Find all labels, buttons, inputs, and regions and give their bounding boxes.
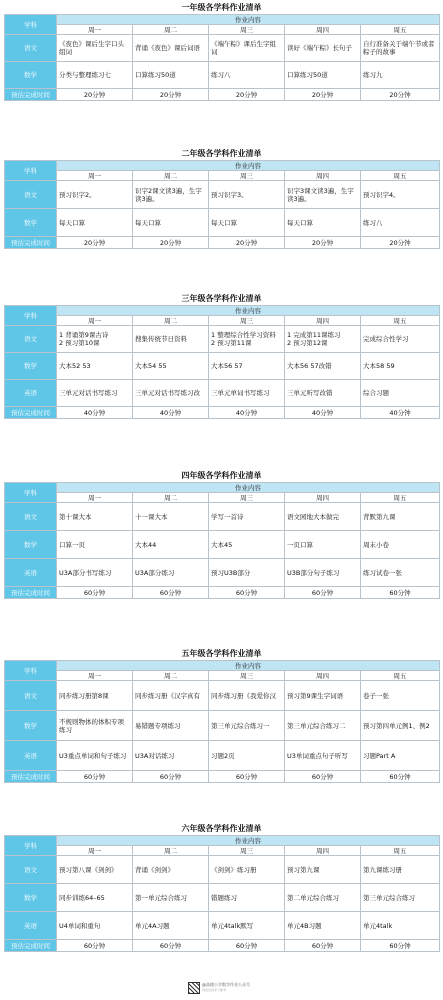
time-label: 预估完成时间 [5,407,57,419]
homework-cell: 错题练习 [209,884,285,912]
qr-code-icon [188,982,200,994]
homework-cell: 背默第九课 [361,503,440,531]
homework-cell: 三单元听写改错 [285,380,361,407]
time-row [5,89,440,101]
day-header: 周二 [133,671,209,681]
homework-cell: 每天口算 [285,209,361,237]
table-row [5,912,440,940]
homework-cell: 预习识字3。 [209,181,285,209]
homework-cell: 读好《端午粽》长句子 [285,35,361,62]
grade-section [4,648,439,795]
subject-header: 学科 [5,836,57,856]
homework-table [4,482,440,611]
homework-cell: U3重点单词和句子练习 [57,741,133,771]
homework-cell: 第二单元综合练习 [285,884,361,912]
time-label: 预估完成时间 [5,940,57,952]
table-row [5,884,440,912]
table-row [5,326,440,353]
time-cell: 60分钟 [133,771,209,783]
day-header: 周二 [133,25,209,35]
homework-cell: 卷子一张 [361,681,440,711]
day-header: 周一 [57,316,133,326]
subject-header: 学科 [5,483,57,503]
day-header: 周二 [133,846,209,856]
homework-cell: 易错题专项练习 [133,711,209,741]
time-cell: 60分钟 [361,771,440,783]
day-header: 周四 [285,25,361,35]
grade-section [4,470,439,611]
homework-cell: 《剑剑》练习册 [209,856,285,884]
time-row [5,771,440,783]
subject-label: 数学 [5,711,57,741]
time-cell: 20分钟 [209,237,285,249]
homework-cell: 预习识字4。 [361,181,440,209]
table-row [5,35,440,62]
homework-cell: 练习八 [361,209,440,237]
subject-label: 语文 [5,503,57,531]
day-header: 周三 [209,671,285,681]
homework-cell: 第九课练习册 [361,856,440,884]
subject-header: 学科 [5,161,57,181]
homework-table [4,660,440,795]
homework-cell: 大本44 [133,531,209,559]
grade-title: 六年级各学科作业清单 [181,824,262,833]
time-cell: 20分钟 [361,89,440,101]
table-row [5,681,440,711]
day-header: 周四 [285,316,361,326]
homework-cell: 《夜色》课后生字口头组词 [57,35,133,62]
content-header: 作业内容 [57,15,440,25]
homework-cell: 大本52 53 [57,353,133,380]
time-cell: 40分钟 [57,407,133,419]
homework-cell: 练习试卷一张 [361,559,440,587]
spacer [5,789,440,795]
homework-cell: 完成综合性学习 [361,326,440,353]
time-cell: 20分钟 [133,237,209,249]
homework-table [4,160,440,261]
subject-label: 语文 [5,326,57,353]
homework-cell: U3B部分句子练习 [285,559,361,587]
subject-label: 语文 [5,35,57,62]
day-header: 周一 [57,171,133,181]
homework-cell: 识字2课文读3遍，生字读3遍。 [133,181,209,209]
grade-section [4,823,439,964]
footer-note: 内容仅供学习参考 [202,988,227,992]
homework-cell: 预习第9课生字词语 [285,681,361,711]
homework-cell: 预习第九课 [285,856,361,884]
time-cell: 60分钟 [285,940,361,952]
grade-section [4,148,439,261]
homework-cell: 预习U3B部分 [209,559,285,587]
time-label: 预估完成时间 [5,89,57,101]
subject-label: 数学 [5,353,57,380]
homework-cell: 每天口算 [209,209,285,237]
homework-cell: U3A部分练习 [133,559,209,587]
homework-cell: 口算一页 [57,531,133,559]
homework-cell: 单元4A习题 [133,912,209,940]
table-row [5,856,440,884]
day-header: 周一 [57,25,133,35]
subject-label: 英语 [5,912,57,940]
time-cell: 20分钟 [285,237,361,249]
homework-cell: 分类与整理练习七 [57,62,133,89]
content-header: 作业内容 [57,483,440,493]
homework-cell: 1 完成第11课练习 2 预习第12课 [285,326,361,353]
day-header: 周三 [209,25,285,35]
day-header: 周三 [209,316,285,326]
homework-cell: 大本45 [209,531,285,559]
homework-cell: 第十课大本 [57,503,133,531]
time-cell: 60分钟 [57,587,133,599]
homework-cell: 《端午粽》课后生字组词 [209,35,285,62]
day-header: 周三 [209,171,285,181]
homework-cell: 背诵《夜色》课后词语 [133,35,209,62]
subject-label: 英语 [5,741,57,771]
day-header: 周四 [285,493,361,503]
grade-title: 三年级各学科作业清单 [181,294,262,303]
subject-label: 语文 [5,681,57,711]
homework-cell: 三单元对话书写练习 [57,380,133,407]
homework-cell: 搜集传统节日资料 [133,326,209,353]
homework-cell: 十一课大本 [133,503,209,531]
time-cell: 60分钟 [361,940,440,952]
homework-cell: 口算练习50道 [285,62,361,89]
grade-section [4,293,439,431]
table-row [5,559,440,587]
subject-label: 数学 [5,209,57,237]
homework-cell: 每天口算 [133,209,209,237]
table-row [5,209,440,237]
subject-label: 数学 [5,531,57,559]
time-cell: 60分钟 [361,587,440,599]
subject-label: 数学 [5,62,57,89]
homework-cell: U3A对话练习 [133,741,209,771]
day-header: 周五 [361,25,440,35]
subject-label: 语文 [5,856,57,884]
content-header: 作业内容 [57,836,440,846]
homework-cell: 第一单元综合练习 [133,884,209,912]
subject-header: 学科 [5,15,57,35]
time-cell: 60分钟 [133,940,209,952]
spacer [5,605,440,611]
time-cell: 20分钟 [361,237,440,249]
homework-cell: 自行准备关于端午节或者粽子的故事 [361,35,440,62]
time-row [5,407,440,419]
spacer [5,107,440,113]
homework-cell: 三单元单词书写练习 [209,380,285,407]
homework-cell: 学写一首诗 [209,503,285,531]
homework-cell: 1 整理综合性学习资料 2 预习第11课 [209,326,285,353]
homework-cell: 大本56 57改错 [285,353,361,380]
homework-cell: 预习第八课《剑剑》 [57,856,133,884]
time-row [5,587,440,599]
time-row [5,237,440,249]
homework-table [4,305,440,431]
homework-cell: 单元4B习题 [285,912,361,940]
homework-cell: 三单元对话书写练习改 [133,380,209,407]
day-header: 周五 [361,493,440,503]
homework-cell: 练习八 [209,62,285,89]
homework-cell: 预习识字2。 [57,181,133,209]
time-cell: 60分钟 [209,771,285,783]
day-header: 周五 [361,671,440,681]
time-cell: 40分钟 [209,407,285,419]
grade-section [4,2,439,113]
table-row [5,711,440,741]
subject-header: 学科 [5,306,57,326]
homework-cell: 大本56 57 [209,353,285,380]
time-row [5,940,440,952]
spacer [5,958,440,964]
time-cell: 20分钟 [285,89,361,101]
subject-header: 学科 [5,661,57,681]
homework-cell: 一页口算 [285,531,361,559]
table-row [5,181,440,209]
homework-table [4,835,440,964]
subject-label: 英语 [5,380,57,407]
homework-cell: U4单词和重句 [57,912,133,940]
time-label: 预估完成时间 [5,771,57,783]
time-label: 预估完成时间 [5,587,57,599]
time-cell: 40分钟 [361,407,440,419]
day-header: 周一 [57,671,133,681]
homework-cell: 同步练习册《我爱你汉 [209,681,285,711]
footer [188,981,268,995]
table-row [5,353,440,380]
table-row [5,503,440,531]
day-header: 周五 [361,316,440,326]
homework-cell: U3A部分书写练习 [57,559,133,587]
time-cell: 20分钟 [57,89,133,101]
time-cell: 20分钟 [133,89,209,101]
footer-brand: @高楼小学数学作业公众号 [202,982,250,987]
grade-title: 一年级各学科作业清单 [181,3,262,12]
homework-cell: U3单词重点句子听写 [285,741,361,771]
time-cell: 40分钟 [285,407,361,419]
homework-cell: 口算练习50道 [133,62,209,89]
time-label: 预估完成时间 [5,237,57,249]
day-header: 周二 [133,316,209,326]
homework-cell: 大本58 59 [361,353,440,380]
spacer [5,255,440,261]
homework-cell: 同步训练64–65 [57,884,133,912]
grade-title: 五年级各学科作业清单 [181,649,262,658]
homework-cell: 同步练习册第8课 [57,681,133,711]
day-header: 周五 [361,846,440,856]
grade-title: 二年级各学科作业清单 [181,149,262,158]
day-header: 周四 [285,671,361,681]
time-cell: 40分钟 [133,407,209,419]
day-header: 周三 [209,846,285,856]
time-cell: 60分钟 [133,587,209,599]
subject-label: 语文 [5,181,57,209]
day-header: 周四 [285,171,361,181]
homework-cell: 背诵《剑剑》 [133,856,209,884]
grade-title: 四年级各学科作业清单 [181,471,262,480]
day-header: 周二 [133,171,209,181]
homework-cell: 单元4talk默写 [209,912,285,940]
subject-label: 数学 [5,884,57,912]
day-header: 周四 [285,846,361,856]
homework-cell: 大本54 55 [133,353,209,380]
homework-cell: 每天口算 [57,209,133,237]
time-cell: 20分钟 [209,89,285,101]
homework-cell: 周末小卷 [361,531,440,559]
homework-table [4,14,440,113]
subject-label: 英语 [5,559,57,587]
time-cell: 60分钟 [57,771,133,783]
time-cell: 20分钟 [57,237,133,249]
homework-cell: 语文园地大本做完 [285,503,361,531]
content-header: 作业内容 [57,161,440,171]
day-header: 周五 [361,171,440,181]
homework-cell: 单元4talk [361,912,440,940]
day-header: 周一 [57,846,133,856]
homework-cell: 不规则物体的体积专项练习 [57,711,133,741]
time-cell: 60分钟 [209,940,285,952]
homework-cell: 综合习题 [361,380,440,407]
time-cell: 60分钟 [285,771,361,783]
time-cell: 60分钟 [57,940,133,952]
day-header: 周三 [209,493,285,503]
day-header: 周二 [133,493,209,503]
content-header: 作业内容 [57,661,440,671]
table-row [5,531,440,559]
homework-cell: 第三单元综合练习 [361,884,440,912]
time-cell: 60分钟 [285,587,361,599]
spacer [5,425,440,431]
homework-cell: 第三单元综合练习一 [209,711,285,741]
table-row [5,741,440,771]
content-header: 作业内容 [57,306,440,316]
homework-cell: 习题2页 [209,741,285,771]
time-cell: 60分钟 [209,587,285,599]
homework-cell: 预习第四单元例1、例2 [361,711,440,741]
homework-cell: 练习九 [361,62,440,89]
table-row [5,62,440,89]
homework-cell: 第三单元综合练习二 [285,711,361,741]
homework-cell: 识字3课文读3遍，生字读3遍。 [285,181,361,209]
table-row [5,380,440,407]
homework-cell: 同步练习册《汉字真有 [133,681,209,711]
homework-cell: 1 背诵第9课古诗 2 预习第10课 [57,326,133,353]
homework-cell: 习题Part A [361,741,440,771]
day-header: 周一 [57,493,133,503]
